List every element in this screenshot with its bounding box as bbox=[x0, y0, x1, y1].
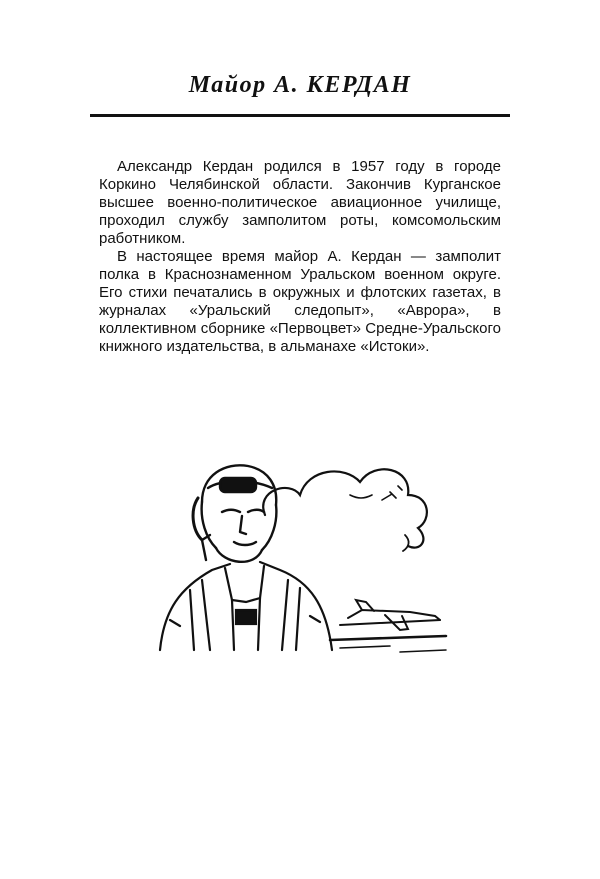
cloud-sketch bbox=[263, 469, 427, 551]
jet-sketch bbox=[330, 600, 446, 652]
author-heading: Майор А. КЕРДАН bbox=[188, 72, 412, 98]
biography-paragraph-1: Александр Кердан родился в 1957 году в городе Коркино Челябинской области. Закончив Курганское высшее военно-политическое авиационное училище, проходил службу замполитом роты, комсомольским работником. bbox=[99, 158, 501, 247]
biography-paragraph-2: В настоящее время майор А. Кердан — замполит полка в Краснознаменном Уральском военном округе. Его стихи печатались в окружных и флотских газетах, в журналах «Уральский следопыт», «Аврора», в коллективном сборнике «Первоцвет» Средне-Уральского книжного издательства, в альманахе «Истоки». bbox=[99, 248, 501, 355]
author-biography bbox=[99, 158, 501, 356]
heading-rule bbox=[90, 114, 510, 117]
pilot-illustration bbox=[150, 440, 450, 690]
pilot-body-sketch bbox=[160, 562, 332, 650]
